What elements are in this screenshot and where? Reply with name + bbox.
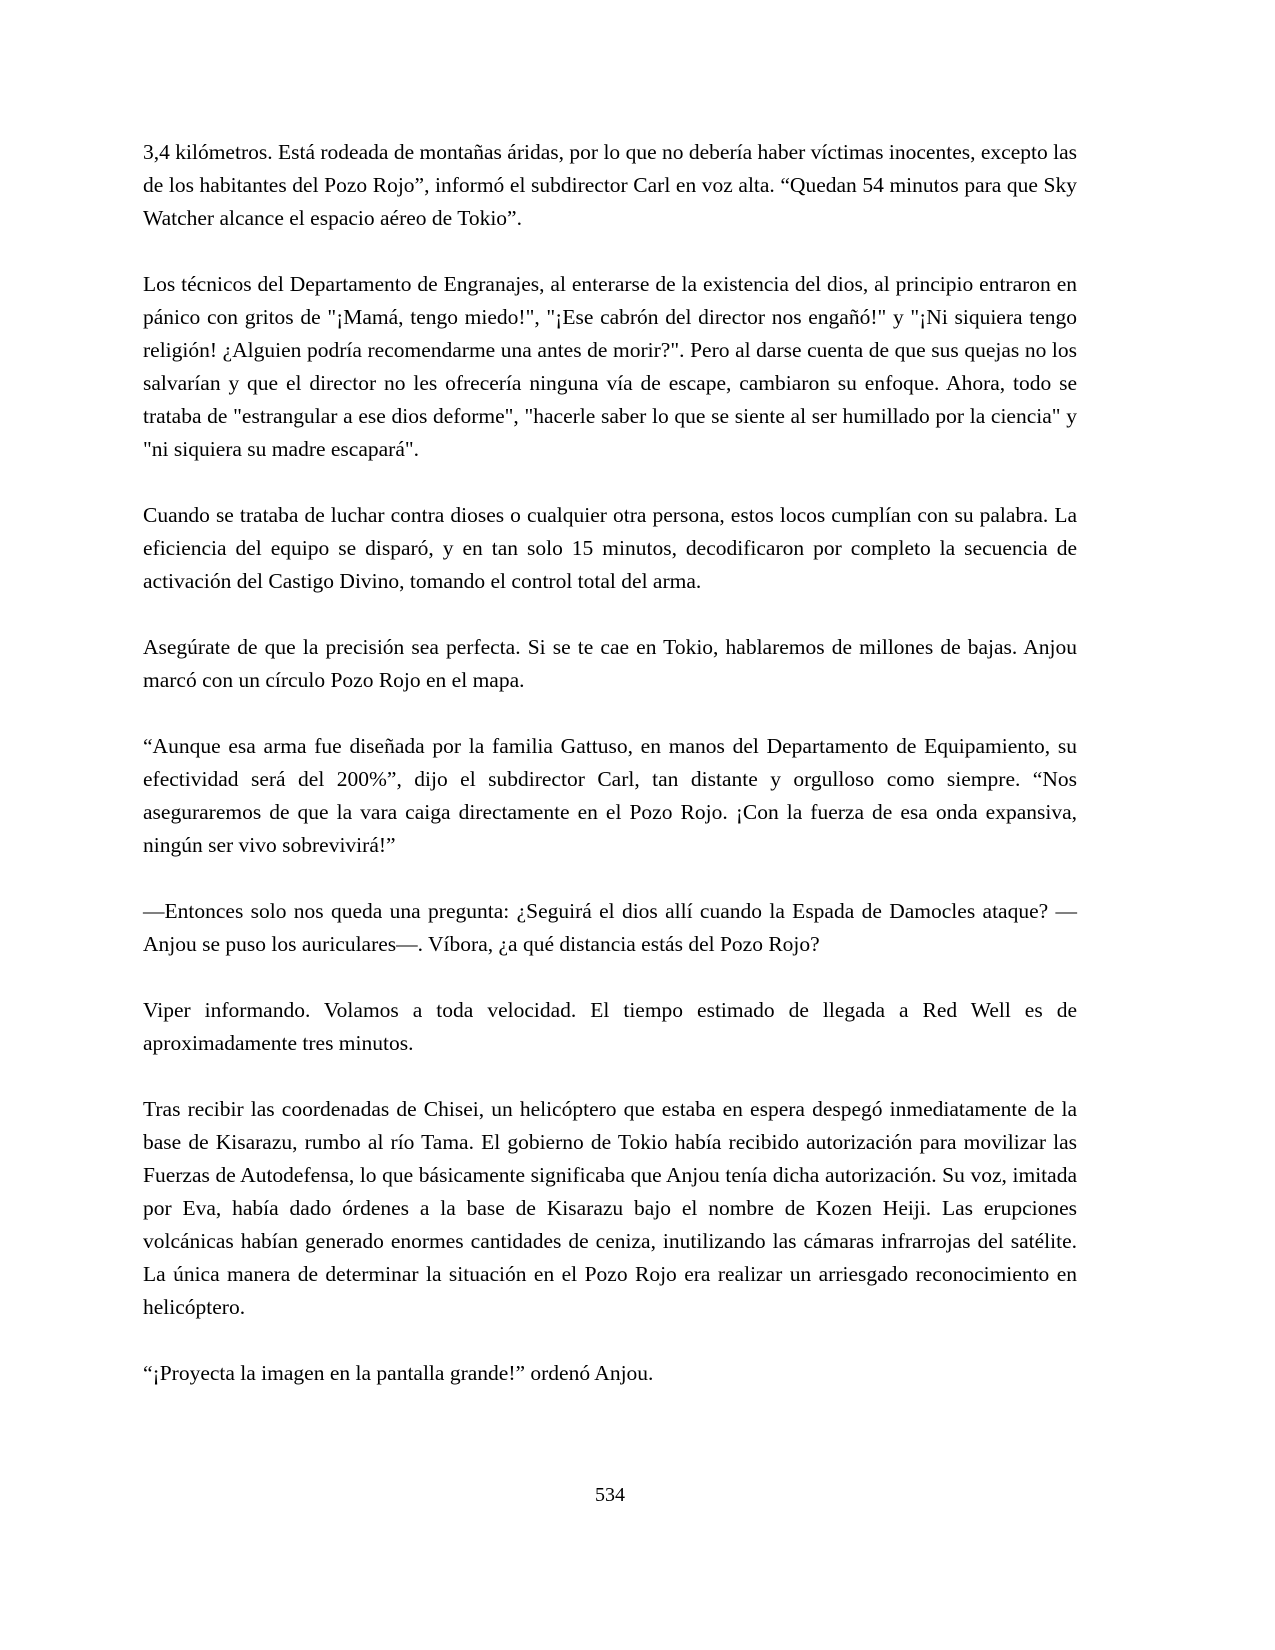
paragraph: Cuando se trataba de luchar contra dioses o cualquier otra persona, estos locos cumplían con su palabra. La eficiencia del equipo se disparó, y en tan solo 15 minutos, decodificaron por completo la secuencia de activación del Castigo Divino, tomando el control total del arma. [143,503,1077,593]
paragraph: Los técnicos del Departamento de Engranajes, al enterarse de la existencia del dios, al principio entraron en pánico con gritos de "¡Mamá, tengo miedo!", "¡Ese cabrón del director nos engañó!" y "¡Ni siquiera tengo religión! ¿Alguien podría recomendarme una antes de morir?". Pero al darse cuenta de que sus quejas no los salvarían y que el director no les ofrecería ninguna vía de escape, cambiaron su enfoque. Ahora, todo se trataba de "estrangular a ese dios deforme", "hacerle saber lo que se siente al ser humillado por la ciencia" y "ni siquiera su madre escapará". [143,272,1077,461]
paragraph: “¡Proyecta la imagen en la pantalla grande!” ordenó Anjou. [143,1361,654,1385]
page-content [143,136,1077,1423]
paragraph: “Aunque esa arma fue diseñada por la familia Gattuso, en manos del Departamento de Equipamiento, su efectividad será del 200%”, dijo el subdirector Carl, tan distante y orgulloso como siempre. “Nos aseguraremos de que la vara caiga directamente en el Pozo Rojo. ¡Con la fuerza de esa onda expansiva, ningún ser vivo sobrevivirá!” [143,734,1077,857]
paragraph: Viper informando. Volamos a toda velocidad. El tiempo estimado de llegada a Red Well es de aproximadamente tres minutos. [143,998,1077,1055]
paragraph: Asegúrate de que la precisión sea perfecta. Si se te cae en Tokio, hablaremos de millones de bajas. Anjou marcó con un círculo Pozo Rojo en el mapa. [143,635,1077,692]
paragraph: —Entonces solo nos queda una pregunta: ¿Seguirá el dios allí cuando la Espada de Damocles ataque? —Anjou se puso los auriculares—. Víbora, ¿a qué distancia estás del Pozo Rojo? [143,899,1077,956]
page-number: 534 [595,1484,625,1506]
paragraph: Tras recibir las coordenadas de Chisei, un helicóptero que estaba en espera despegó inmediatamente de la base de Kisarazu, rumbo al río Tama. El gobierno de Tokio había recibido autorización para movilizar las Fuerzas de Autodefensa, lo que básicamente significaba que Anjou tenía dicha autorización. Su voz, imitada por Eva, había dado órdenes a la base de Kisarazu bajo el nombre de Kozen Heiji. Las erupciones volcánicas habían generado enormes cantidades de ceniza, inutilizando las cámaras infrarrojas del satélite. La única manera de determinar la situación en el Pozo Rojo era realizar un arriesgado reconocimiento en helicóptero. [143,1097,1077,1319]
paragraph: 3,4 kilómetros. Está rodeada de montañas áridas, por lo que no debería haber víctimas inocentes, excepto las de los habitantes del Pozo Rojo”, informó el subdirector Carl en voz alta. “Quedan 54 minutos para que Sky Watcher alcance el espacio aéreo de Tokio”. [143,140,1077,230]
